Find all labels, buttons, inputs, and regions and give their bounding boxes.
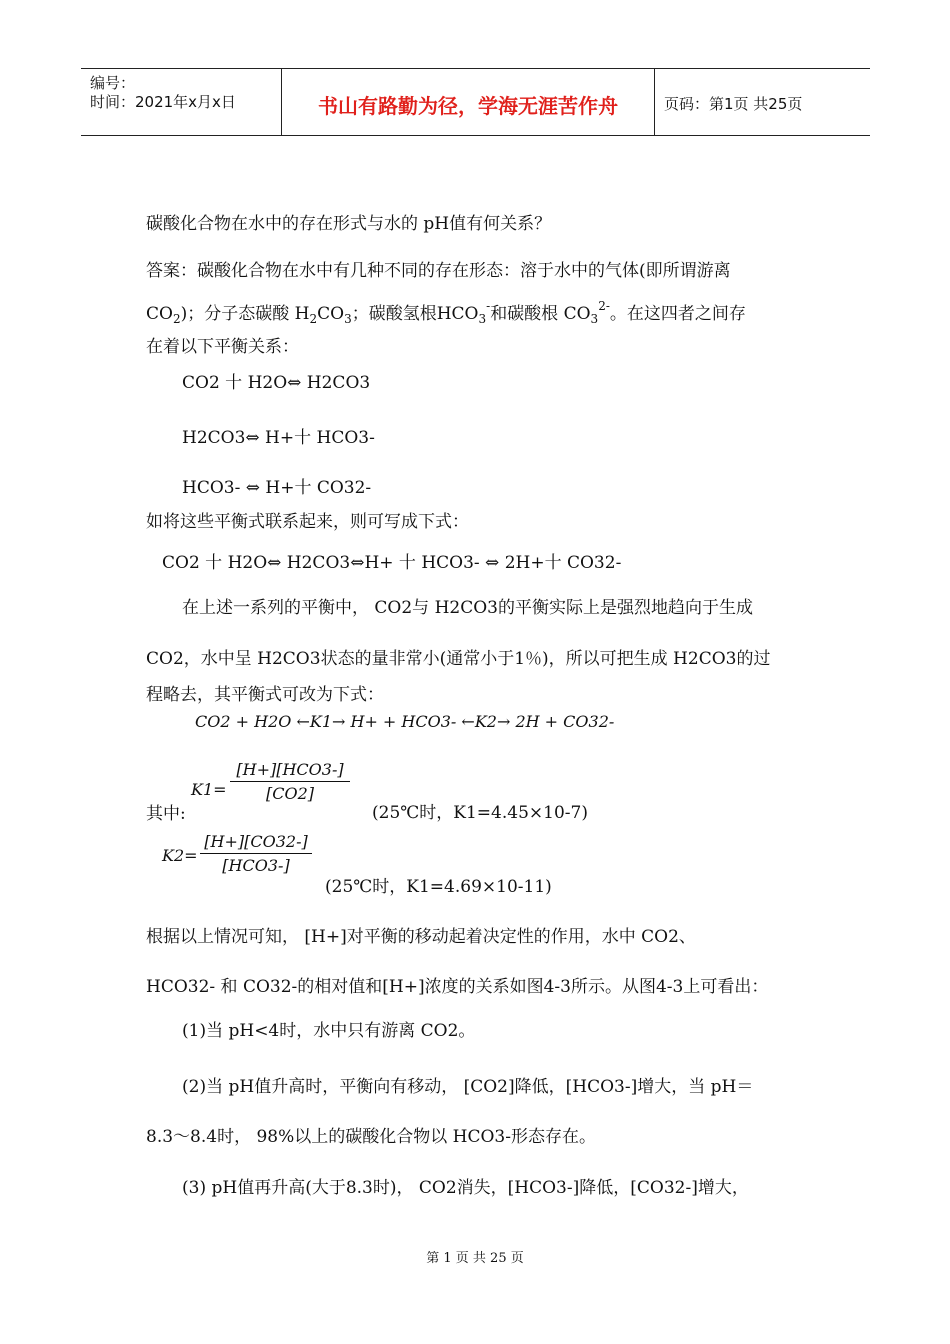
k2-lhs: K2= [162,846,198,865]
header-bottom-border [81,135,870,136]
k2-denominator: [HCO3-] [222,856,290,875]
k2-fraction-bar [200,853,312,854]
answer-line-1: 答案：碳酸化合物在水中有几种不同的存在形态：溶于水中的气体(即所谓游离 [146,261,731,281]
k1-denominator: [CO2] [265,784,315,803]
k1-lhs: K1= [191,780,227,799]
k1-numerator: [H+][HCO3-] [236,760,344,779]
k1-condition: (25℃时，K1=4.45×10-7) [372,803,588,823]
header-time-label: 时间：2021年x月x日 [90,93,236,111]
paragraph-5: HCO32- 和 CO32-的相对值和[H+]浓度的关系如图4-3所示。从图4-3上可看出： [146,977,769,997]
header-number-label: 编号： [90,74,136,92]
question-text: 碳酸化合物在水中的存在形式与水的 pH值有何关系？ [146,214,552,234]
combine-text: 如将这些平衡式联系起来，则可写成下式： [146,512,469,532]
k1-fraction [230,760,350,803]
equation-2: H2CO3⇔ H+十 HCO3- [182,428,375,448]
list-item-3: (3) pH值再升高(大于8.3时)， CO2消失，[HCO3-]降低，[CO32-]增大， [182,1178,749,1198]
k2-fraction [200,832,312,875]
header-page-label: 页码：第1页 共25页 [664,95,803,113]
list-item-2b: 8.3～8.4时， 98%以上的碳酸化合物以 HCO3-形态存在。 [146,1127,596,1147]
k2-numerator: [H+][CO32-] [204,832,308,851]
paragraph-3: 程略去，其平衡式可改为下式： [146,685,384,705]
k1-fraction-bar [230,781,350,782]
header-top-border [81,68,870,69]
paragraph-2: CO2，水中呈 H2CO3状态的量非常小(通常小于1％)，所以可把生成 H2CO3的过 [146,649,771,669]
equation-3: HCO3- ⇔ H+十 CO32- [182,478,372,498]
k2-condition: (25℃时，K1=4.69×10-11) [325,877,552,897]
answer-line-3: 在着以下平衡关系： [146,337,299,357]
list-item-2a: (2)当 pH值升高时，平衡向有移动， [CO2]降低，[HCO3-]增大，当 pH＝ [182,1077,754,1097]
answer-line-2: $CO_2$)；分子态碳酸 $H_2CO_3$；碳酸氢根$HCO_3^-$和碳酸根 $CO_3^{2-}$。在这四者之间存 [146,299,746,326]
formula-main: CO2 + H2O ←K1→ H+ + HCO3- ←K2→ 2H + CO32- [195,712,615,731]
equation-1: CO2 十 H2O⇔ H2CO3 [182,373,371,393]
header-motto: 书山有路勤为径，学海无涯苦作舟 [318,94,618,118]
list-item-1: (1)当 pH<4时，水中只有游离 CO2。 [182,1021,476,1041]
header-divider-right [654,68,655,135]
page-footer: 第 1 页 共 25 页 [426,1251,524,1266]
where-label: 其中: [146,804,186,824]
equation-combined: CO2 十 H2O⇔ H2CO3⇔H+ 十 HCO3- ⇔ 2H+十 CO32- [162,553,622,573]
paragraph-1: 在上述一系列的平衡中， CO2与 H2CO3的平衡实际上是强烈地趋向于生成 [182,598,753,618]
paragraph-4: 根据以上情况可知， [H+]对平衡的移动起着决定性的作用，水中 CO2、 [146,927,696,947]
